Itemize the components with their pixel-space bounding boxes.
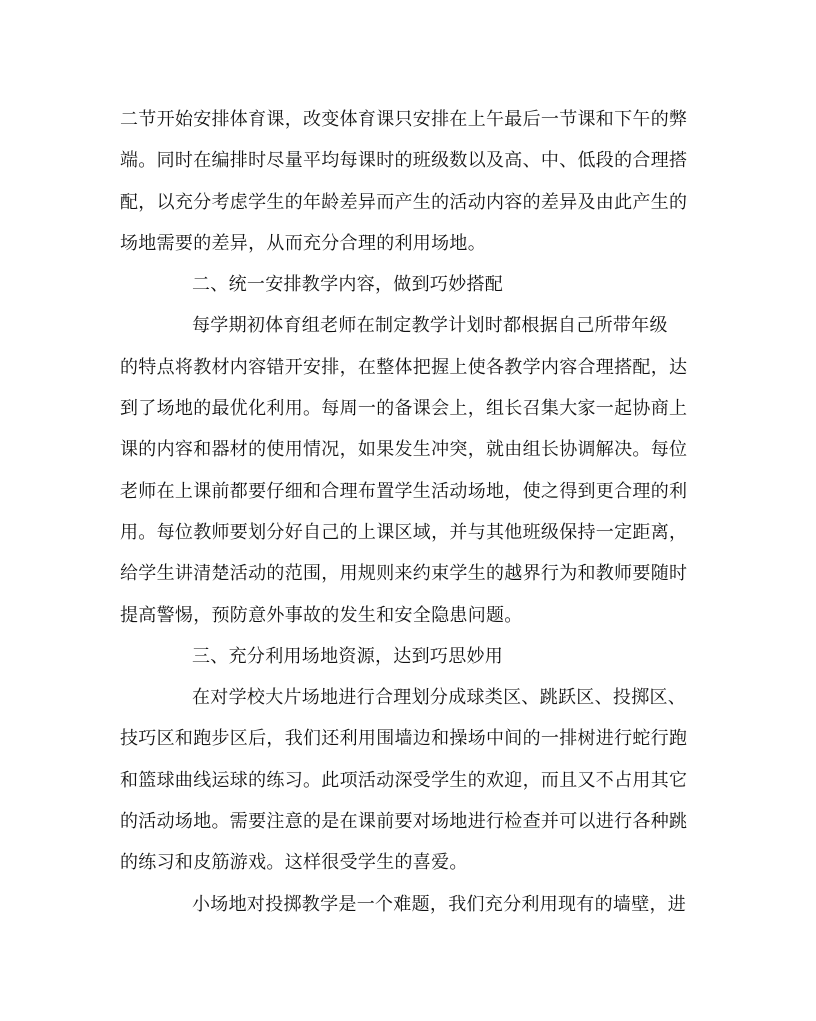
text-line-3: 配，以充分考虑学生的年龄差异而产生的活动内容的差异及由此产生的 xyxy=(120,191,688,213)
section-heading-3: 三、充分利用场地资源，达到巧思妙用 xyxy=(192,645,504,667)
text-line-15: 在对学校大片场地进行合理划分成球类区、跳跃区、投掷区、 xyxy=(192,687,687,709)
text-line-13: 提高警惕，预防意外事故的发生和安全隐患问题。 xyxy=(120,604,523,626)
text-line-7: 的特点将教材内容错开安排，在整体把握上使各教学内容合理搭配，达 xyxy=(120,356,688,378)
text-line-11: 用。每位教师要划分好自己的上课区域，并与其他班级保持一定距离， xyxy=(120,521,688,543)
text-line-18: 的活动场地。需要注意的是在课前要对场地进行检查并可以进行各种跳 xyxy=(120,811,688,833)
text-line-8: 到了场地的最优化利用。每周一的备课会上，组长召集大家一起协商上 xyxy=(120,398,688,420)
text-line-4: 场地需要的差异，从而充分合理的利用场地。 xyxy=(120,232,486,254)
text-line-20: 小场地对投掷教学是一个难题，我们充分利用现有的墙壁，进 xyxy=(192,893,687,915)
text-line-19: 的练习和皮筋游戏。这样很受学生的喜爱。 xyxy=(120,852,468,874)
text-line-17: 和篮球曲线运球的练习。此项活动深受学生的欢迎，而且又不占用其它 xyxy=(120,769,688,791)
text-line-16: 技巧区和跑步区后，我们还利用围墙边和操场中间的一排树进行蛇行跑 xyxy=(120,728,688,750)
text-line-12: 给学生讲清楚活动的范围，用规则来约束学生的越界行为和教师要随时 xyxy=(120,563,688,585)
document-body xyxy=(120,99,700,925)
text-line-6: 每学期初体育组老师在制定教学计划时都根据自己所带年级 xyxy=(192,315,668,337)
text-line-9: 课的内容和器材的使用情况，如果发生冲突，就由组长协调解决。每位 xyxy=(120,439,688,461)
section-heading-2: 二、统一安排教学内容，做到巧妙搭配 xyxy=(192,274,504,296)
text-line-10: 老师在上课前都要仔细和合理布置学生活动场地，使之得到更合理的利 xyxy=(120,480,688,502)
text-line-2: 端。同时在编排时尽量平均每课时的班级数以及高、中、低段的合理搭 xyxy=(120,150,688,172)
text-line-1: 二节开始安排体育课，改变体育课只安排在上午最后一节课和下午的弊 xyxy=(120,109,688,130)
